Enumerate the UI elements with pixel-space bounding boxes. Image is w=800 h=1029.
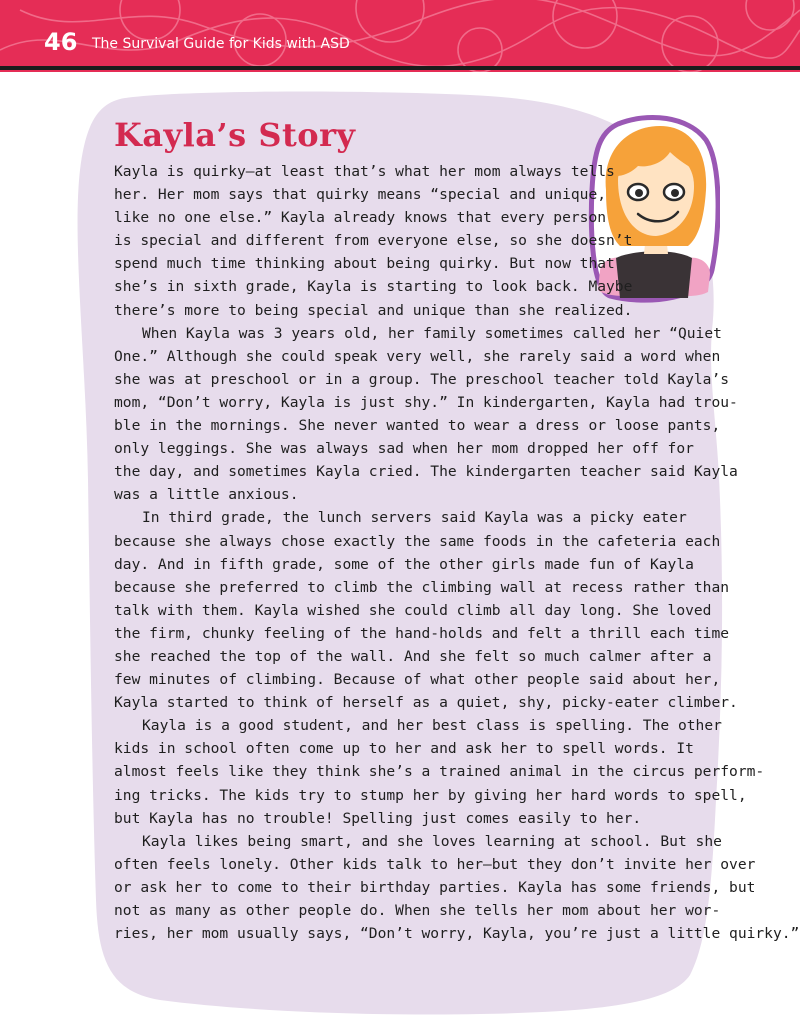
- story-line: only leggings. She was always sad when her mom dropped her off for: [114, 440, 694, 458]
- story-line: she’s in sixth grade, Kayla is starting to look back. Maybe: [114, 278, 633, 296]
- story-line: talk with them. Kayla wished she could climb all day long. She loved: [114, 601, 712, 619]
- story-line: ries, her mom usually says, “Don’t worry, Kayla, you’re just a little quirky.”: [114, 925, 800, 943]
- paragraph-start-line: When Kayla was 3 years old, her family sometimes called her “Quiet: [142, 324, 722, 342]
- story-line: ble in the mornings. She never wanted to wear a dress or loose pants,: [114, 417, 721, 435]
- story-body: [114, 160, 800, 945]
- story-line: or ask her to come to their birthday parties. Kayla has some friends, but: [114, 878, 756, 896]
- story-line: like no one else.” Kayla already knows that every person: [114, 209, 607, 227]
- story-line: because she always chose exactly the same foods in the cafeteria each: [114, 532, 721, 550]
- story-line: mom, “Don’t worry, Kayla is just shy.” In kindergarten, Kayla had trou-: [114, 393, 738, 411]
- story-line: not as many as other people do. When she tells her mom about her wor-: [114, 902, 721, 919]
- story-line: ing tricks. The kids try to stump her by giving her hard words to spell,: [114, 786, 747, 804]
- paragraph-start-line: Kayla likes being smart, and she loves learning at school. But she: [142, 832, 722, 850]
- story-line: Kayla started to think of herself as a quiet, shy, picky-eater climber.: [114, 694, 738, 712]
- story-line: day. And in fifth grade, some of the other girls made fun of Kayla: [114, 555, 694, 573]
- book-title: The Survival Guide for Kids with ASD: [92, 36, 350, 52]
- story-title: Kayla’s Story: [114, 116, 356, 154]
- story-line: often feels lonely. Other kids talk to her—but they don’t invite her over: [114, 855, 756, 873]
- story-line: she was at preschool or in a group. The preschool teacher told Kayla’s: [114, 370, 730, 388]
- story-line: One.” Although she could speak very well, she rarely said a word when: [114, 347, 721, 365]
- story-line: because she preferred to climb the climbing wall at recess rather than: [114, 578, 730, 596]
- story-line: Kayla is quirky—at least that’s what her mom always tells: [114, 163, 615, 180]
- story-line: is special and different from everyone else, so she doesn’t: [114, 232, 633, 250]
- story-line: kids in school often come up to her and ask her to spell words. It: [114, 740, 694, 758]
- page-number: 46: [44, 28, 78, 56]
- story-line: the firm, chunky feeling of the hand-holds and felt a thrill each time: [114, 624, 730, 642]
- story-line: was a little anxious.: [114, 486, 299, 504]
- paragraph-start-line: Kayla is a good student, and her best class is spelling. The other: [142, 717, 722, 735]
- story-line: few minutes of climbing. Because of what other people said about her,: [114, 671, 721, 689]
- paragraph-start-line: In third grade, the lunch servers said Kayla was a picky eater: [142, 509, 687, 527]
- story-line: almost feels like they think she’s a trained animal in the circus perform-: [114, 763, 765, 781]
- story-line: the day, and sometimes Kayla cried. The kindergarten teacher said Kayla: [114, 463, 738, 481]
- story-line: spend much time thinking about being quirky. But now that: [114, 255, 615, 273]
- story-line: there’s more to being special and unique than she realized.: [114, 301, 633, 319]
- story-line: she reached the top of the wall. And she felt so much calmer after a: [114, 647, 712, 665]
- story-line: her. Her mom says that quirky means “special and unique,: [114, 186, 607, 204]
- story-line: but Kayla has no trouble! Spelling just comes easily to her.: [114, 809, 642, 827]
